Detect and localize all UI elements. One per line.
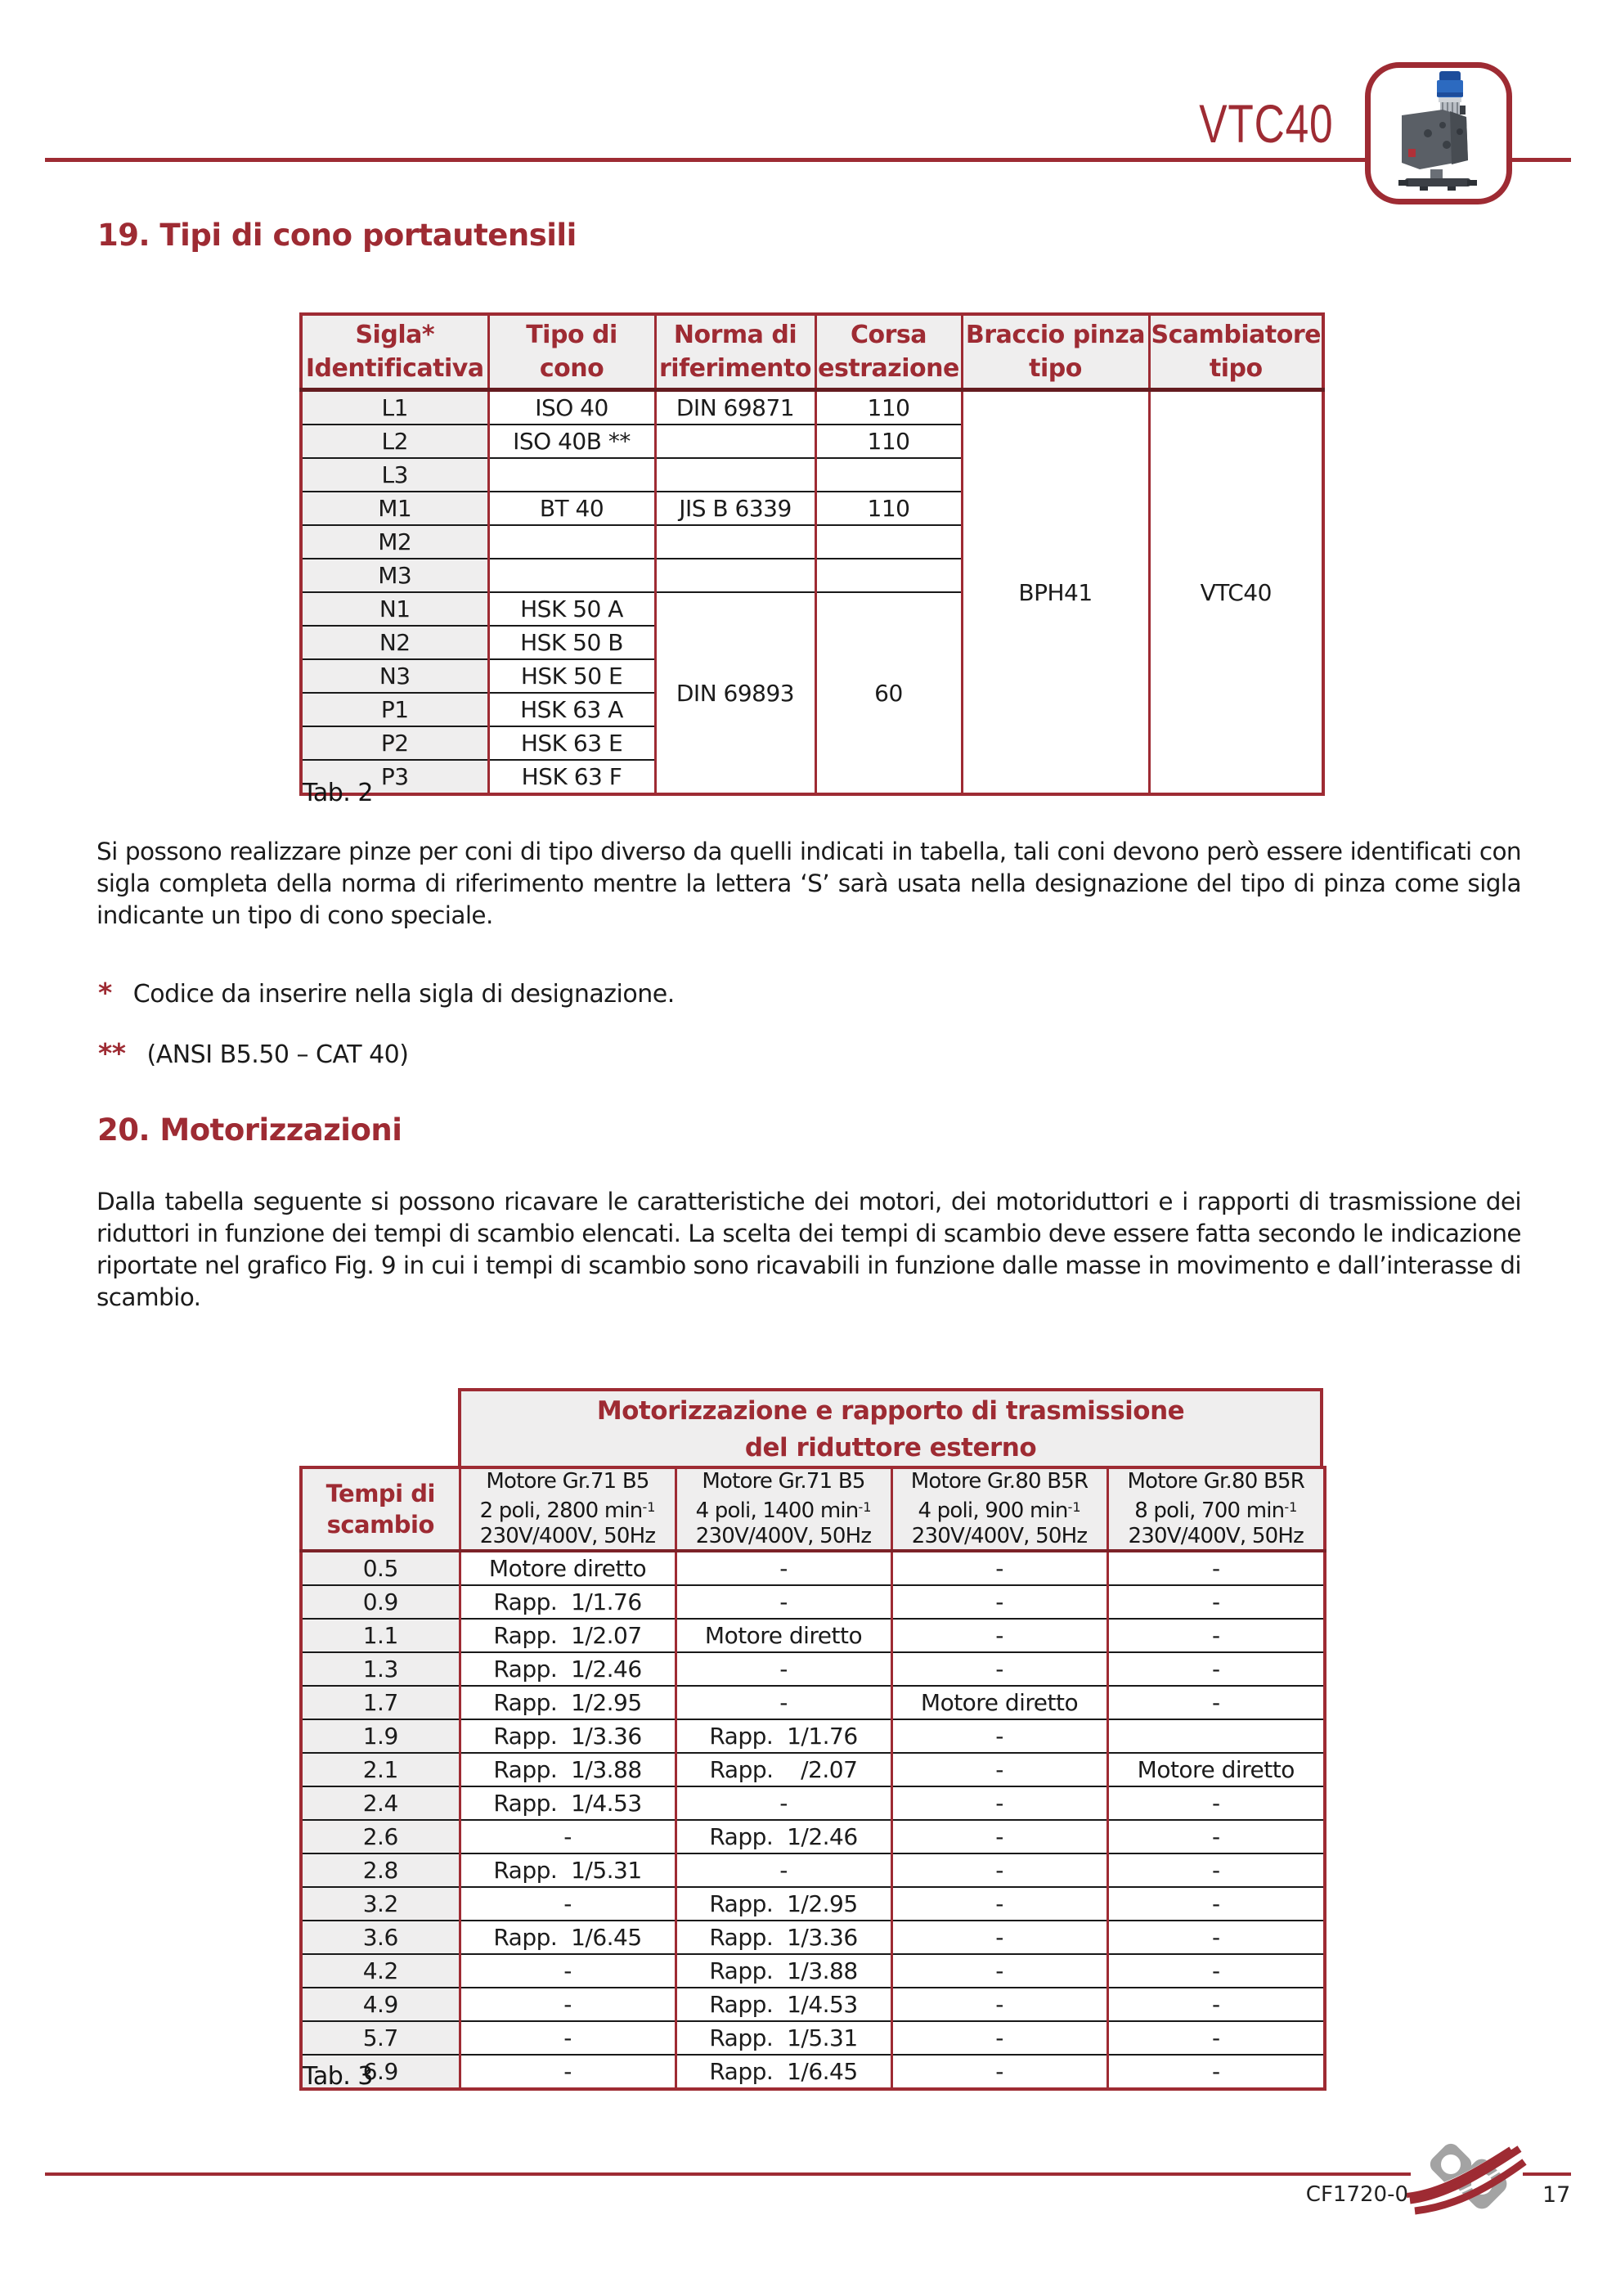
tab2-cell: HSK 63 E xyxy=(488,726,655,760)
table-row xyxy=(301,1652,1325,1686)
tab3-cell: - xyxy=(891,1954,1107,1988)
tool-changer-photo xyxy=(1371,68,1506,199)
tab2-cell: N2 xyxy=(301,626,488,659)
tab3-cell: 1.3 xyxy=(301,1652,460,1686)
tab3-cell: - xyxy=(891,1921,1107,1954)
table-row xyxy=(301,1753,1325,1786)
tab2-column-header: Scambiatore tipo xyxy=(1149,314,1323,390)
footer-rule-right xyxy=(1523,2172,1571,2176)
footnote-2 xyxy=(98,1037,408,1069)
tab3-cell: - xyxy=(460,1820,676,1853)
tab3-cell: - xyxy=(676,1652,891,1686)
table-row xyxy=(301,1786,1325,1820)
cone-types-table-block xyxy=(299,312,1322,807)
tab2-cell: P3 xyxy=(301,760,488,794)
tab3-cell: - xyxy=(676,1853,891,1887)
tab3-cell: - xyxy=(891,1652,1107,1686)
tab2-cell: HSK 50 B xyxy=(488,626,655,659)
tab2-cell: ISO 40 xyxy=(488,390,655,425)
section-20-heading: 20. Motorizzazioni xyxy=(97,1112,402,1148)
table-row xyxy=(301,1719,1325,1753)
tab2-cell: P2 xyxy=(301,726,488,760)
tab3-cell: - xyxy=(1107,2055,1325,2089)
table-3-caption: Tab. 3 xyxy=(303,2062,373,2091)
table-row xyxy=(301,1585,1325,1619)
tab3-cell: 2.8 xyxy=(301,1853,460,1887)
tab3-cell: - xyxy=(676,1585,891,1619)
footnote-1 xyxy=(98,977,675,1009)
table-row xyxy=(301,2055,1325,2089)
tab3-motor-header: Motore Gr.80 B5R 4 poli, 900 $\min^{-1}$ 230V/400V, 50Hz xyxy=(891,1467,1107,1551)
tab3-cell: Motore diretto xyxy=(676,1619,891,1652)
footnote-2-text: (ANSI B5.50 – CAT 40) xyxy=(146,1040,409,1069)
tab2-cell xyxy=(655,559,815,592)
product-title: VTC40 xyxy=(1198,93,1333,154)
tab3-cell: 2.4 xyxy=(301,1786,460,1820)
table-row xyxy=(301,1853,1325,1887)
tab3-cell: - xyxy=(891,1786,1107,1820)
brand-logo xyxy=(1407,2135,1529,2220)
tab3-cell: - xyxy=(1107,1921,1325,1954)
table-row xyxy=(301,1820,1325,1853)
tab2-cell xyxy=(655,458,815,492)
tab3-cell: 3.2 xyxy=(301,1887,460,1921)
page-number: 17 xyxy=(1542,2182,1571,2208)
tab3-cell: - xyxy=(1107,1585,1325,1619)
tab2-column-header: Sigla* Identificativa xyxy=(301,314,488,390)
tab3-cell: Rapp. 1/2.46 xyxy=(676,1820,891,1853)
tab3-cell: - xyxy=(891,1719,1107,1753)
tab3-cell: - xyxy=(1107,1551,1325,1585)
tab3-cell: - xyxy=(1107,1619,1325,1652)
tab3-cell: 5.7 xyxy=(301,2021,460,2055)
tab3-cell: - xyxy=(676,1551,891,1585)
table-row xyxy=(301,1988,1325,2021)
tab3-cell: - xyxy=(1107,1652,1325,1686)
tab2-cell xyxy=(488,458,655,492)
tab3-cell: Rapp. 1/3.36 xyxy=(676,1921,891,1954)
table-row xyxy=(301,2021,1325,2055)
tab3-cell: - xyxy=(1107,1820,1325,1853)
tab3-cell: - xyxy=(891,2055,1107,2089)
tab3-cell: - xyxy=(891,2021,1107,2055)
tab3-cell: - xyxy=(1107,1988,1325,2021)
document-code: CF1720-0 xyxy=(1305,2182,1408,2207)
tab3-cell: - xyxy=(891,1853,1107,1887)
tab2-cell: JIS B 6339 xyxy=(655,492,815,525)
tab3-cell: Rapp. 1/2.95 xyxy=(460,1686,676,1719)
tab2-cell: DIN 69871 xyxy=(655,390,815,425)
tab2-column-header: Tipo di cono xyxy=(488,314,655,390)
tab2-column-header: Norma di riferimento xyxy=(655,314,815,390)
tab3-cell: Motore diretto xyxy=(1107,1753,1325,1786)
tab3-cell: 4.9 xyxy=(301,1988,460,2021)
table-row xyxy=(301,1954,1325,1988)
tab3-cell: Rapp. 1/5.31 xyxy=(676,2021,891,2055)
tab3-cell: Rapp. 1/5.31 xyxy=(460,1853,676,1887)
tab2-cell: L2 xyxy=(301,425,488,458)
tab3-cell: Rapp. 1/6.45 xyxy=(460,1921,676,1954)
tab3-cell: Rapp. 1/1.76 xyxy=(460,1585,676,1619)
tab3-cell: Rapp. 1/3.88 xyxy=(460,1753,676,1786)
tab2-cell: 110 xyxy=(815,492,962,525)
tab2-cell: BPH41 xyxy=(962,390,1149,795)
tab2-cell: 110 xyxy=(815,390,962,425)
tab2-cell: BT 40 xyxy=(488,492,655,525)
tab2-cell: HSK 63 F xyxy=(488,760,655,794)
tab3-cell: - xyxy=(1107,1786,1325,1820)
tab2-cell xyxy=(815,559,962,592)
tab2-cell xyxy=(815,458,962,492)
tab2-cell xyxy=(488,559,655,592)
tab3-tempi-header: Tempi di scambio xyxy=(301,1467,460,1551)
tab3-cell: - xyxy=(1107,1887,1325,1921)
tab3-cell: - xyxy=(676,1786,891,1820)
motorization-table-banner xyxy=(458,1388,1323,1466)
banner-line-2: del riduttore esterno xyxy=(744,1433,1037,1463)
section-20-paragraph: Dalla tabella seguente si possono ricavare le caratteristiche dei motori, dei motoriduttori e i rapporti di trasmissione dei riduttori in funzione dei tempi di scambio elencati. La scelta dei tempi di scambio deve essere fatta secondo le indicazione riportate nel grafico Fig. 9 in cui i tempi di scambio sono ricavabili in funzione dalle masse in movimento e dall’interasse di scambio. xyxy=(97,1188,1521,1311)
tab3-cell: - xyxy=(460,2055,676,2089)
tab2-cell: N1 xyxy=(301,592,488,626)
section-19-paragraph: Si possono realizzare pinze per coni di tipo diverso da quelli indicati in tabella, tali coni devono però essere identificati con sigla completa della norma di riferimento mentre la lettera ‘S’ sarà usata nella designazione del tipo di pinza come sigla indicante un tipo di cono speciale. xyxy=(97,838,1521,929)
tab3-cell: - xyxy=(891,1619,1107,1652)
tab3-cell: Motore diretto xyxy=(891,1686,1107,1719)
tab2-cell: 60 xyxy=(815,592,962,794)
table-2-caption: Tab. 2 xyxy=(303,779,373,807)
tab2-cell: VTC40 xyxy=(1149,390,1323,795)
tab3-cell: Rapp. 1/4.53 xyxy=(460,1786,676,1820)
tab3-cell: - xyxy=(891,1988,1107,2021)
header-rule-right xyxy=(1512,158,1571,162)
tab3-cell: Rapp. 1/1.76 xyxy=(676,1719,891,1753)
tab3-cell: 6.9 xyxy=(301,2055,460,2089)
table-row xyxy=(301,390,1323,425)
footnote-1-marker: * xyxy=(98,977,112,1009)
tab3-cell: - xyxy=(891,1820,1107,1853)
tab3-cell: - xyxy=(891,1585,1107,1619)
tab3-cell: - xyxy=(891,1887,1107,1921)
tab2-cell: M2 xyxy=(301,525,488,559)
tab2-cell: N3 xyxy=(301,659,488,693)
tab2-cell: 110 xyxy=(815,425,962,458)
banner-line-1: Motorizzazione e rapporto di trasmissione xyxy=(596,1396,1185,1426)
tab2-cell xyxy=(488,525,655,559)
tab3-cell: 1.1 xyxy=(301,1619,460,1652)
tab3-cell: - xyxy=(460,1988,676,2021)
tab3-cell: - xyxy=(460,2021,676,2055)
tab3-cell: 1.7 xyxy=(301,1686,460,1719)
tab3-cell: - xyxy=(1107,1954,1325,1988)
tab3-cell: - xyxy=(1107,1853,1325,1887)
motorization-table-block xyxy=(299,1388,1323,2091)
tab3-cell: Rapp. 1/4.53 xyxy=(676,1988,891,2021)
tab3-cell: - xyxy=(891,1753,1107,1786)
table-row xyxy=(301,1686,1325,1719)
tab2-cell: M3 xyxy=(301,559,488,592)
tab3-cell: Rapp. 1/2.46 xyxy=(460,1652,676,1686)
tab3-cell: 1.9 xyxy=(301,1719,460,1753)
footer-rule-left xyxy=(45,2172,1411,2176)
tab3-cell: - xyxy=(1107,2021,1325,2055)
tab2-cell: ISO 40B ** xyxy=(488,425,655,458)
footnote-1-text: Codice da inserire nella sigla di designazione. xyxy=(132,980,675,1009)
tab2-cell xyxy=(655,525,815,559)
tab3-cell: 4.2 xyxy=(301,1954,460,1988)
tab3-cell: Rapp. 1/3.88 xyxy=(676,1954,891,1988)
table-row xyxy=(301,1887,1325,1921)
tab3-cell xyxy=(1107,1719,1325,1753)
tab3-cell: 0.5 xyxy=(301,1551,460,1585)
tab3-cell: - xyxy=(676,1686,891,1719)
tab2-cell: HSK 50 A xyxy=(488,592,655,626)
tab2-column-header: Braccio pinza tipo xyxy=(962,314,1149,390)
tab2-cell: L1 xyxy=(301,390,488,425)
cone-types-table xyxy=(299,312,1325,796)
tab2-cell: DIN 69893 xyxy=(655,592,815,794)
tab3-motor-header: Motore Gr.71 B5 4 poli, 1400 $\min^{-1}$ 230V/400V, 50Hz xyxy=(676,1467,891,1551)
tab3-cell: 0.9 xyxy=(301,1585,460,1619)
product-photo-frame xyxy=(1365,62,1512,204)
tab3-cell: Rapp. 1/6.45 xyxy=(676,2055,891,2089)
tab2-cell: HSK 50 E xyxy=(488,659,655,693)
tab3-cell: 2.6 xyxy=(301,1820,460,1853)
tab2-cell: L3 xyxy=(301,458,488,492)
tab2-cell: P1 xyxy=(301,693,488,726)
footnote-2-marker: ** xyxy=(98,1037,126,1069)
tab3-cell: Rapp. 1/2.95 xyxy=(676,1887,891,1921)
tab2-cell xyxy=(815,525,962,559)
brand-logo-icon xyxy=(1407,2135,1529,2217)
tab2-column-header: Corsa estrazione xyxy=(815,314,962,390)
tab3-cell: - xyxy=(460,1887,676,1921)
tab3-cell: - xyxy=(891,1551,1107,1585)
tab3-cell: 3.6 xyxy=(301,1921,460,1954)
tab3-motor-header: Motore Gr.71 B5 2 poli, 2800 $\min^{-1}$ 230V/400V, 50Hz xyxy=(460,1467,676,1551)
tab2-cell: HSK 63 A xyxy=(488,693,655,726)
motorization-table xyxy=(299,1466,1326,2091)
tab3-cell: Rapp. /2.07 xyxy=(676,1753,891,1786)
tab3-motor-header: Motore Gr.80 B5R 8 poli, 700 $\min^{-1}$ 230V/400V, 50Hz xyxy=(1107,1467,1325,1551)
header-rule-left xyxy=(45,158,1367,162)
table-row xyxy=(301,1619,1325,1652)
table-row xyxy=(301,1921,1325,1954)
tab3-cell: - xyxy=(1107,1686,1325,1719)
tab3-cell: Rapp. 1/3.36 xyxy=(460,1719,676,1753)
table-row xyxy=(301,1551,1325,1585)
tab2-cell xyxy=(655,425,815,458)
tab3-cell: Motore diretto xyxy=(460,1551,676,1585)
tab2-cell: M1 xyxy=(301,492,488,525)
tab3-cell: 2.1 xyxy=(301,1753,460,1786)
section-19-heading: 19. Tipi di cono portautensili xyxy=(97,218,577,253)
tab3-cell: Rapp. 1/2.07 xyxy=(460,1619,676,1652)
tab3-cell: - xyxy=(460,1954,676,1988)
